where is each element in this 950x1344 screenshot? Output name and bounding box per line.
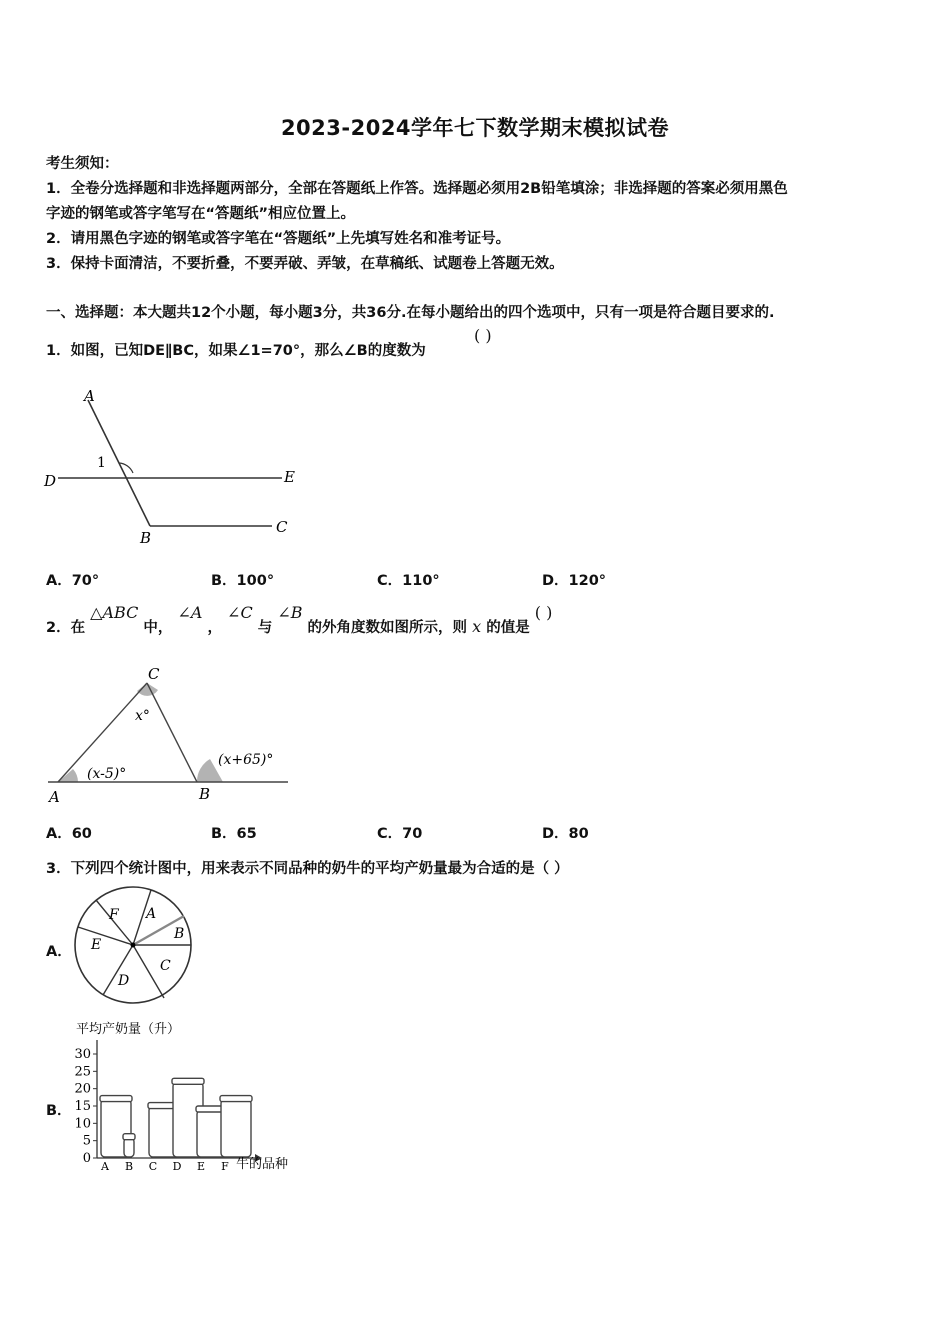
bar-lid [100, 1096, 132, 1102]
pie-label-e: E [91, 937, 102, 953]
q2-option-b[interactable]: B．65 [211, 826, 257, 842]
x-category-label: E [196, 1160, 206, 1173]
question-2-figure [40, 660, 300, 810]
y-tick-label: 15 [74, 1099, 91, 1114]
y-tick-label: 5 [82, 1133, 91, 1149]
bar-chart-ylabel: 平均产奶量（升） [76, 1022, 181, 1037]
point-label-d: D [44, 472, 57, 490]
notice-heading: 考生须知： [46, 156, 119, 172]
notice-item-3: 3．保持卡面清洁，不要折叠，不要弄破、弄皱，在草稿纸、试题卷上答题无效。 [46, 256, 564, 272]
q2-angle-a: ∠A [177, 603, 203, 622]
pie-label-f: F [109, 907, 119, 923]
q2-text-1: 2．在 [46, 620, 86, 636]
y-tick-label: 10 [74, 1116, 91, 1132]
pie-label-a: A [146, 906, 157, 922]
notice-item-1: 1．全卷分选择题和非选择题两部分，全部在答题纸上作答。选择题必须用2B铅笔填涂；非选择题的答案必须用黑色 [46, 181, 788, 197]
point-label-c: C [276, 518, 288, 536]
q3-option-a[interactable]: A． [46, 944, 72, 960]
notice-item-1-cont: 字迹的钢笔或答字笔写在“答题纸”相应位置上。 [46, 206, 356, 222]
x-category-label: B [124, 1160, 134, 1173]
angle-label-1: 1 [97, 455, 106, 471]
q2-angle-b: ∠B [277, 603, 303, 622]
notice-item-2: 2．请用黑色字迹的钢笔或答字笔在“答题纸”上先填写姓名和准考证号。 [46, 231, 511, 247]
q2-variable-x: x [472, 617, 482, 636]
q2-separator: ， [207, 620, 222, 636]
page-title: 2023-2024学年七下数学期末模拟试卷 [280, 116, 670, 140]
q1-option-d[interactable]: D．120° [542, 573, 607, 589]
section-heading: 一、选择题：本大题共12个小题，每小题3分，共36分.在每小题给出的四个选项中，只有一项是符合题目要求的. [46, 305, 775, 321]
q2-text-2: 中， [143, 620, 173, 636]
question-2-answer-blank: ( ) [534, 603, 553, 622]
bar-lid [220, 1096, 252, 1102]
y-tick-label: 30 [74, 1047, 91, 1062]
q2-option-d[interactable]: D．80 [542, 826, 589, 842]
angle-c-label: x° [135, 708, 150, 724]
side-cb [147, 683, 197, 782]
point-label-a: A [49, 788, 60, 806]
question-1-stem: 1．如图，已知DE∥BC，如果∠1=70°，那么∠B的度数为 [46, 343, 426, 359]
point-label-e: E [284, 468, 295, 486]
q2-triangle-abc: △ABC [90, 603, 139, 622]
point-label-b: B [140, 529, 152, 547]
pie-label-b: B [174, 926, 185, 942]
bar-jar-f [220, 1096, 252, 1157]
x-category-label: D [172, 1160, 182, 1173]
q2-angle-c: ∠C [227, 603, 253, 622]
angle-b-label: (x+65)° [218, 752, 274, 768]
bar-lid [123, 1134, 135, 1140]
point-label-a: A [84, 387, 95, 405]
q2-option-a[interactable]: A．60 [46, 826, 92, 842]
x-category-label: C [148, 1160, 158, 1173]
bar [221, 1100, 251, 1157]
bar-chart-xlabel: 牛的品种 [236, 1157, 289, 1172]
q2-option-c[interactable]: C．70 [377, 826, 423, 842]
point-label-c: C [148, 665, 160, 683]
q1-option-c[interactable]: C．110° [377, 573, 440, 589]
q1-option-a[interactable]: A．70° [46, 573, 100, 589]
q2-text-4: 的外角度数如图所示，则 [307, 620, 468, 636]
q1-option-b[interactable]: B．100° [211, 573, 275, 589]
q3-bar-chart [70, 1018, 310, 1178]
bar [124, 1138, 134, 1157]
y-tick-label: 25 [74, 1064, 91, 1080]
question-1-figure [40, 380, 320, 550]
bar-lid [172, 1078, 204, 1084]
q3-pie-chart [70, 885, 200, 1007]
pie-label-d: D [118, 973, 130, 989]
point-label-b: B [199, 785, 211, 803]
q2-text-5: 的值是 [486, 620, 530, 636]
y-tick-label: 20 [74, 1081, 91, 1097]
x-category-label: F [221, 1160, 229, 1173]
question-3-stem: 3．下列四个统计图中，用来表示不同品种的奶牛的平均产奶量最为合适的是（ ） [46, 861, 569, 877]
pie-label-c: C [160, 958, 171, 974]
x-category-label: A [101, 1160, 109, 1173]
pie-center [131, 943, 136, 948]
question-1-answer-blank: ( ) [474, 326, 492, 345]
q3-option-b[interactable]: B． [46, 1103, 72, 1119]
q2-text-3: 与 [257, 620, 273, 636]
question-2-stem [46, 602, 552, 642]
angle-a-label: (x-5)° [87, 766, 127, 782]
y-tick-label: 0 [82, 1151, 91, 1166]
bar-jar-b [123, 1134, 135, 1157]
